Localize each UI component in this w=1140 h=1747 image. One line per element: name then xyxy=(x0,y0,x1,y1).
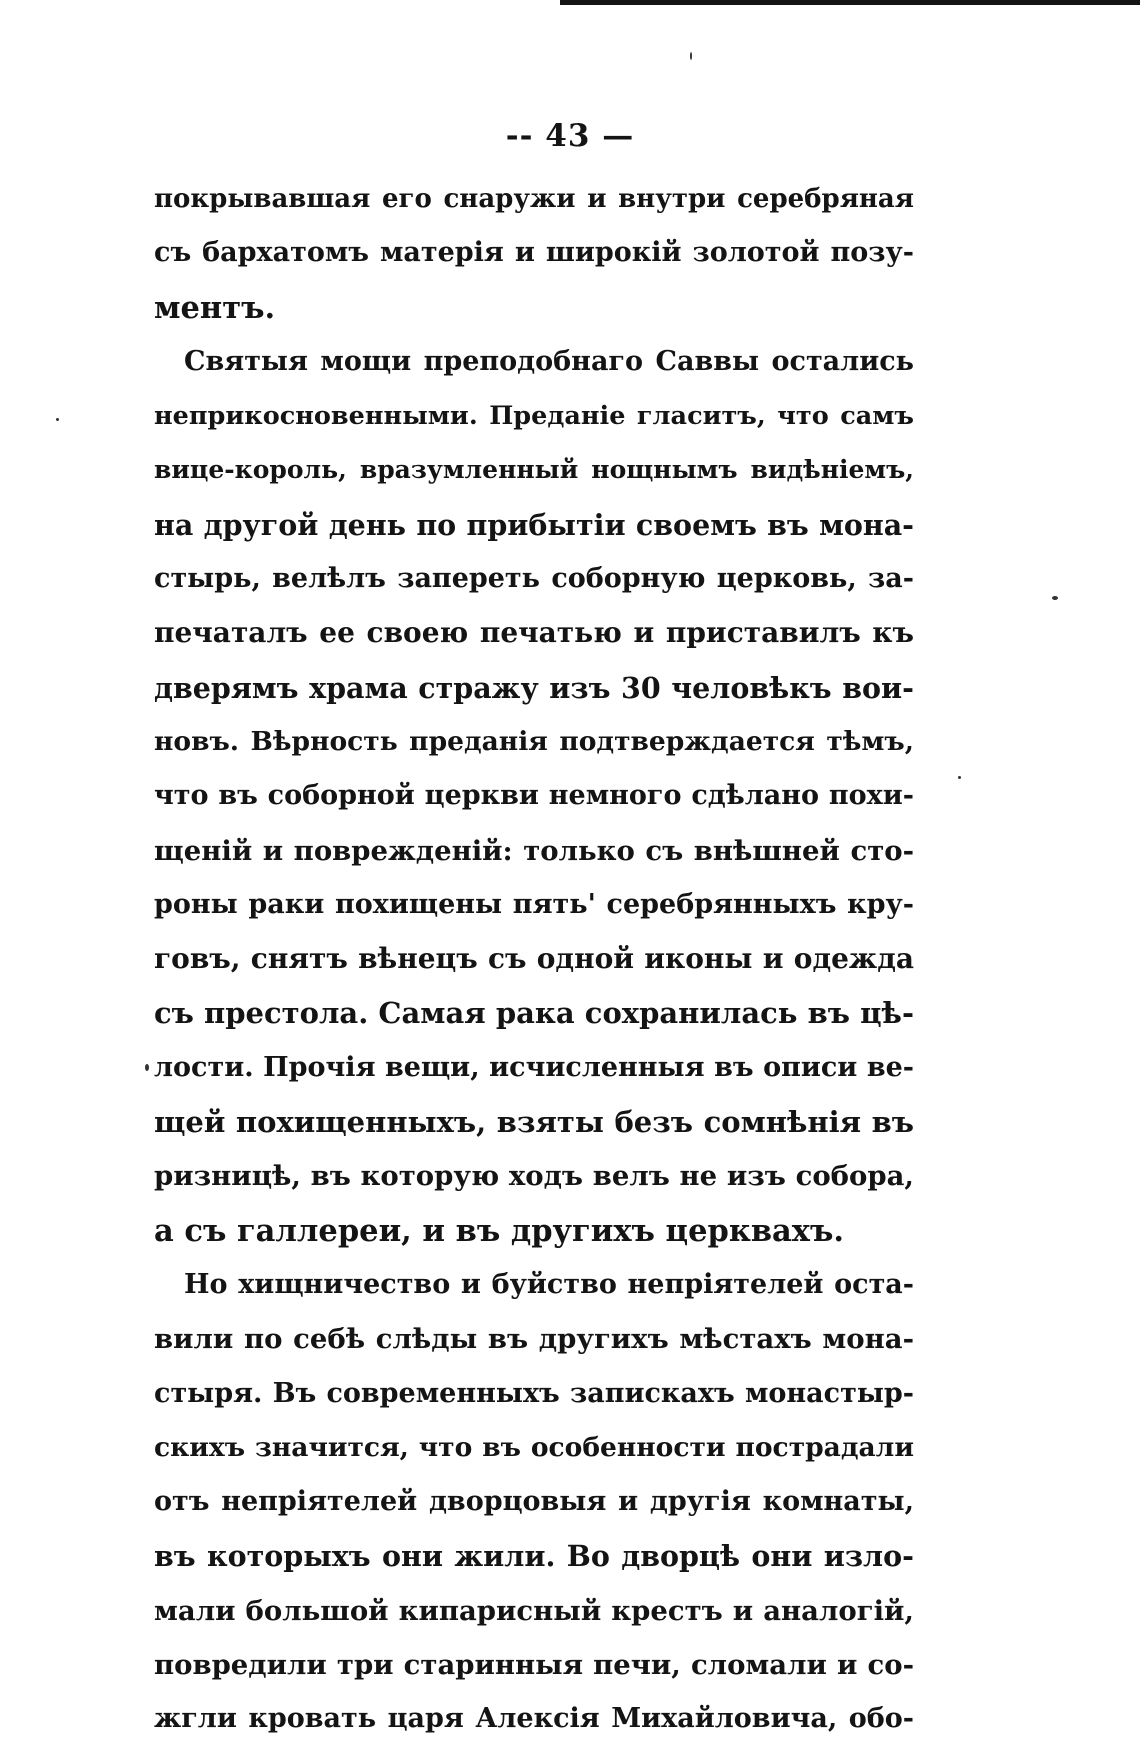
text-line: скихъ значится, что въ особенности пострадали xyxy=(154,1431,914,1463)
scan-speck xyxy=(958,776,961,779)
text-line: мали большой кипарисный крестъ и аналогій, xyxy=(154,1594,914,1627)
text-line: вили по себѣ слѣды въ другихъ мѣстахъ мона- xyxy=(154,1323,914,1356)
text-line: щей похищенныхъ, взяты безъ сомнѣнія въ xyxy=(154,1105,914,1140)
text-line: жгли кровать царя Алексія Михайловича, обо- xyxy=(154,1703,914,1735)
text-line: повредили три старинныя печи, сломали и со- xyxy=(154,1649,914,1682)
text-line: въ которыхъ они жили. Во дворцѣ они изло- xyxy=(154,1539,914,1574)
text-line: говъ, снятъ вѣнецъ съ одной иконы и одежда xyxy=(154,942,914,976)
text-line: дверямъ храма стражу изъ 30 человѣкъ вои- xyxy=(154,670,914,705)
text-line: ментъ. xyxy=(154,289,276,326)
text-line: съ престола. Самая рака сохранилась въ цѣ- xyxy=(154,996,914,1031)
text-line: съ бархатомъ матерія и широкій золотой позу- xyxy=(154,237,914,269)
text-line: печаталъ ее своею печатью и приставилъ къ xyxy=(154,616,914,650)
text-line: стыря. Въ современныхъ запискахъ монастыр- xyxy=(154,1377,914,1409)
page-number: -- 43 — xyxy=(505,118,635,154)
text-line: что въ соборной церкви немного сдѣлано похи- xyxy=(154,780,914,812)
scan-speck xyxy=(1052,596,1058,600)
text-line: новъ. Вѣрность преданія подтверждается тѣмъ, xyxy=(154,725,914,757)
text-line: на другой день по прибытіи своемъ въ мона- xyxy=(154,507,914,542)
text-line: вице-король, вразумленный нощнымъ видѣніемъ, xyxy=(154,455,914,485)
text-line: а съ галлереи, и въ другихъ церквахъ. xyxy=(154,1212,845,1249)
text-line: лости. Прочія вещи, исчисленныя въ описи ве- xyxy=(154,1051,914,1083)
scan-speck xyxy=(56,418,59,421)
text-line: щеній и поврежденій: только съ внѣшней сто- xyxy=(154,834,914,867)
text-line: Святыя мощи преподобнаго Саввы остались xyxy=(184,345,914,377)
text-line: отъ непріятелей дворцовыя и другія комнаты, xyxy=(154,1486,914,1518)
scan-speck xyxy=(145,1064,149,1071)
scan-speck xyxy=(690,52,692,60)
text-line: ризницѣ, въ которую ходъ велъ не изъ собора, xyxy=(154,1160,914,1193)
body-text xyxy=(154,172,914,1747)
text-line: роны раки похищены пять' серебрянныхъ кру- xyxy=(154,888,914,920)
text-line: стырь, велѣлъ запереть соборную церковь, за- xyxy=(154,563,914,595)
text-line: Но хищничество и буйство непріятелей оста- xyxy=(184,1268,914,1300)
text-line: неприкосновенными. Преданіе гласитъ, что самъ xyxy=(154,401,914,432)
top-scan-rule xyxy=(560,0,1140,5)
text-line: покрывавшая его снаружи и внутри серебряная xyxy=(154,184,914,214)
